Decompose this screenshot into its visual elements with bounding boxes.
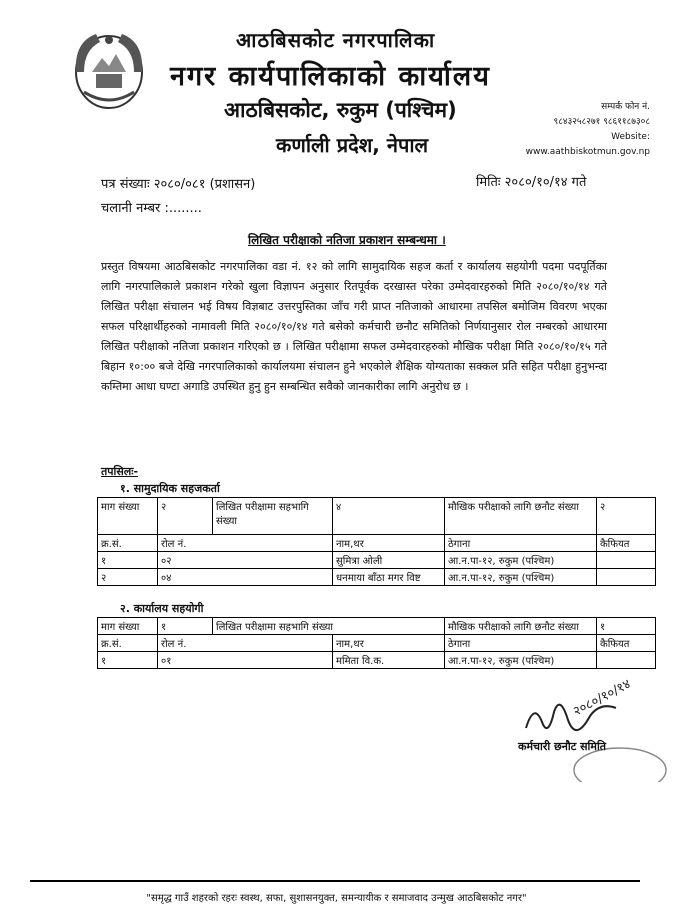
table-row bbox=[98, 569, 656, 586]
section-office-assistant-title: २. कार्यालय सहयोगी bbox=[120, 602, 204, 615]
contact-phones: ९८४३२५८२७१ ९८६११८७३०८ bbox=[553, 117, 650, 127]
cell-name: सुमित्रा ओली bbox=[333, 552, 445, 569]
oral-count-value: १ bbox=[597, 618, 656, 635]
header-roll: रोल नं. bbox=[158, 635, 333, 652]
header-municipality-name: आठबिसकोट नगरपालिका bbox=[236, 28, 436, 52]
cell-name: धनमाया बाँठा मगर विष्ट bbox=[333, 569, 445, 586]
table-header-row bbox=[98, 635, 656, 652]
header-remarks: कैफियत bbox=[597, 635, 656, 652]
header-serial: क्र.सं. bbox=[98, 635, 158, 652]
contact-block bbox=[510, 100, 650, 160]
demand-label: माग संख्या bbox=[98, 618, 158, 635]
written-count-label: लिखित परीक्षामा सहभागि संख्या bbox=[213, 618, 445, 635]
cell-address: आ.न.पा-१२, रुकुम (पश्चिम) bbox=[445, 652, 597, 669]
cell-serial: १ bbox=[98, 652, 158, 669]
cell-roll: ०१ bbox=[158, 652, 333, 669]
header-name: नाम,थर bbox=[333, 535, 445, 552]
demand-value: १ bbox=[158, 618, 213, 635]
handwritten-date: २०८०/१०/१४ bbox=[570, 676, 634, 720]
footer-divider bbox=[30, 880, 640, 882]
office-assistant-table bbox=[97, 617, 656, 669]
letter-body: प्रस्तुत विषयमा आठबिसकोट नगरपालिका वडा नं. १२ को लागि सामुदायिक सहज कर्ता र कार्यालय सहयोगी पदमा पदपूर्तिका लागि नगरपालिकाले प्रकाशन गरेको खुला विज्ञापन अनुसार रितपूर्वक दरखास्त परेका उम्मेदवारहरुको मिति २०८०/१०/१४ गते लिखित परीक्षा संचालन भई विषय विज्ञबाट उत्तरपुस्तिका जाँच गरी प्राप्त नतिजाको आधारमा तपसिल बमोजिम विवरण भएका सफल परिक्षार्थीहरुको नामावली मिति २०८०/१०/१४ गते बसेको कर्मचारी छनौट समितिको निर्णयानुसार रोल नम्बरको आधारमा लिखित परीक्षाको नतिजा प्रकाशन गरिएको छ । लिखित परीक्षामा सफल उम्मेदवारहरुको मौखिक परीक्षा मिति २०८०/१०/१५ गते बिहान १०:०० बजे देखि नगरपालिकाको कार्यालयमा संचालन हुने भएकोले शैक्षिक योग्यताका सक्कल प्रति सहित परीक्षा हुनुभन्दा कम्तिमा आधा घण्टा अगाडि उपस्थित हुनु हुन सम्बन्धित सवैको जानकारीका लागि अनुरोध छ । bbox=[101, 260, 607, 393]
cell-name: ममिता वि.क. bbox=[333, 652, 445, 669]
cell-roll: ०२ bbox=[158, 552, 333, 569]
header-roll: रोल नं. bbox=[158, 535, 333, 552]
written-count-label: लिखित परीक्षामा सहभागि संख्या bbox=[213, 498, 333, 535]
table-header-row bbox=[98, 535, 656, 552]
dispatch-number: चलानी नम्बर :........ bbox=[101, 201, 202, 216]
oral-count-label: मौखिक परीक्षाको लागि छनौट संख्या bbox=[445, 498, 597, 535]
table-row bbox=[98, 552, 656, 569]
section-community-facilitator-title: १. सामुदायिक सहजकर्ता bbox=[120, 482, 220, 495]
community-facilitator-table bbox=[97, 497, 656, 586]
header-name: नाम,थर bbox=[333, 635, 445, 652]
footer-slogan: "समृद्ध गाउँ शहरको रहरः स्वस्थ, सफा, सुशासनयुक्त, समन्यायीक र समाजवाद उन्मुख आठबिसकोट नगर" bbox=[146, 893, 527, 904]
written-count-value: ४ bbox=[333, 498, 445, 535]
website-link[interactable]: www.aathbiskotmun.gov.np bbox=[525, 147, 650, 157]
header-address: ठेगाना bbox=[445, 535, 597, 552]
header-province: कर्णाली प्रदेश, नेपाल bbox=[276, 133, 429, 157]
contact-label: सम्पर्क फोन नं. bbox=[601, 102, 650, 112]
table-summary-row bbox=[98, 498, 656, 535]
demand-label: माग संख्या bbox=[98, 498, 158, 535]
cell-remarks bbox=[597, 652, 656, 669]
cell-remarks bbox=[597, 552, 656, 569]
header-serial: क्र.सं. bbox=[98, 535, 158, 552]
header-remarks: कैफियत bbox=[597, 535, 656, 552]
demand-value: २ bbox=[158, 498, 213, 535]
header-location: आठबिसकोट, रुकुम (पश्चिम) bbox=[224, 98, 457, 122]
cell-remarks bbox=[597, 569, 656, 586]
letter-date: मितिः २०८०/१०/१४ गते bbox=[476, 175, 587, 190]
oral-count-label: मौखिक परीक्षाको लागि छनौट संख्या bbox=[445, 618, 597, 635]
cell-serial: २ bbox=[98, 569, 158, 586]
letter-subject: लिखित परीक्षाको नतिजा प्रकाशन सम्बन्धमा । bbox=[248, 233, 446, 247]
committee-signature-label: कर्मचारी छनौट समिति bbox=[518, 740, 607, 753]
details-heading: तपसिलः- bbox=[101, 465, 139, 478]
cell-roll: ०४ bbox=[158, 569, 333, 586]
oral-count-value: २ bbox=[597, 498, 656, 535]
letter-reference-number: पत्र संख्याः २०८०/०८१ (प्रशासन) bbox=[101, 177, 256, 192]
header-office-name: नगर कार्यपालिकाको कार्यालय bbox=[170, 61, 491, 92]
cell-address: आ.न.पा-१२, रुकुम (पश्चिम) bbox=[445, 569, 597, 586]
signature-and-stamp bbox=[520, 672, 670, 782]
cell-serial: १ bbox=[98, 552, 158, 569]
table-row bbox=[98, 652, 656, 669]
municipality-emblem bbox=[70, 28, 148, 112]
cell-address: आ.न.पा-१२, रुकुम (पश्चिम) bbox=[445, 552, 597, 569]
website-label: Website: bbox=[611, 132, 650, 142]
table-summary-row bbox=[98, 618, 656, 635]
header-address: ठेगाना bbox=[445, 635, 597, 652]
